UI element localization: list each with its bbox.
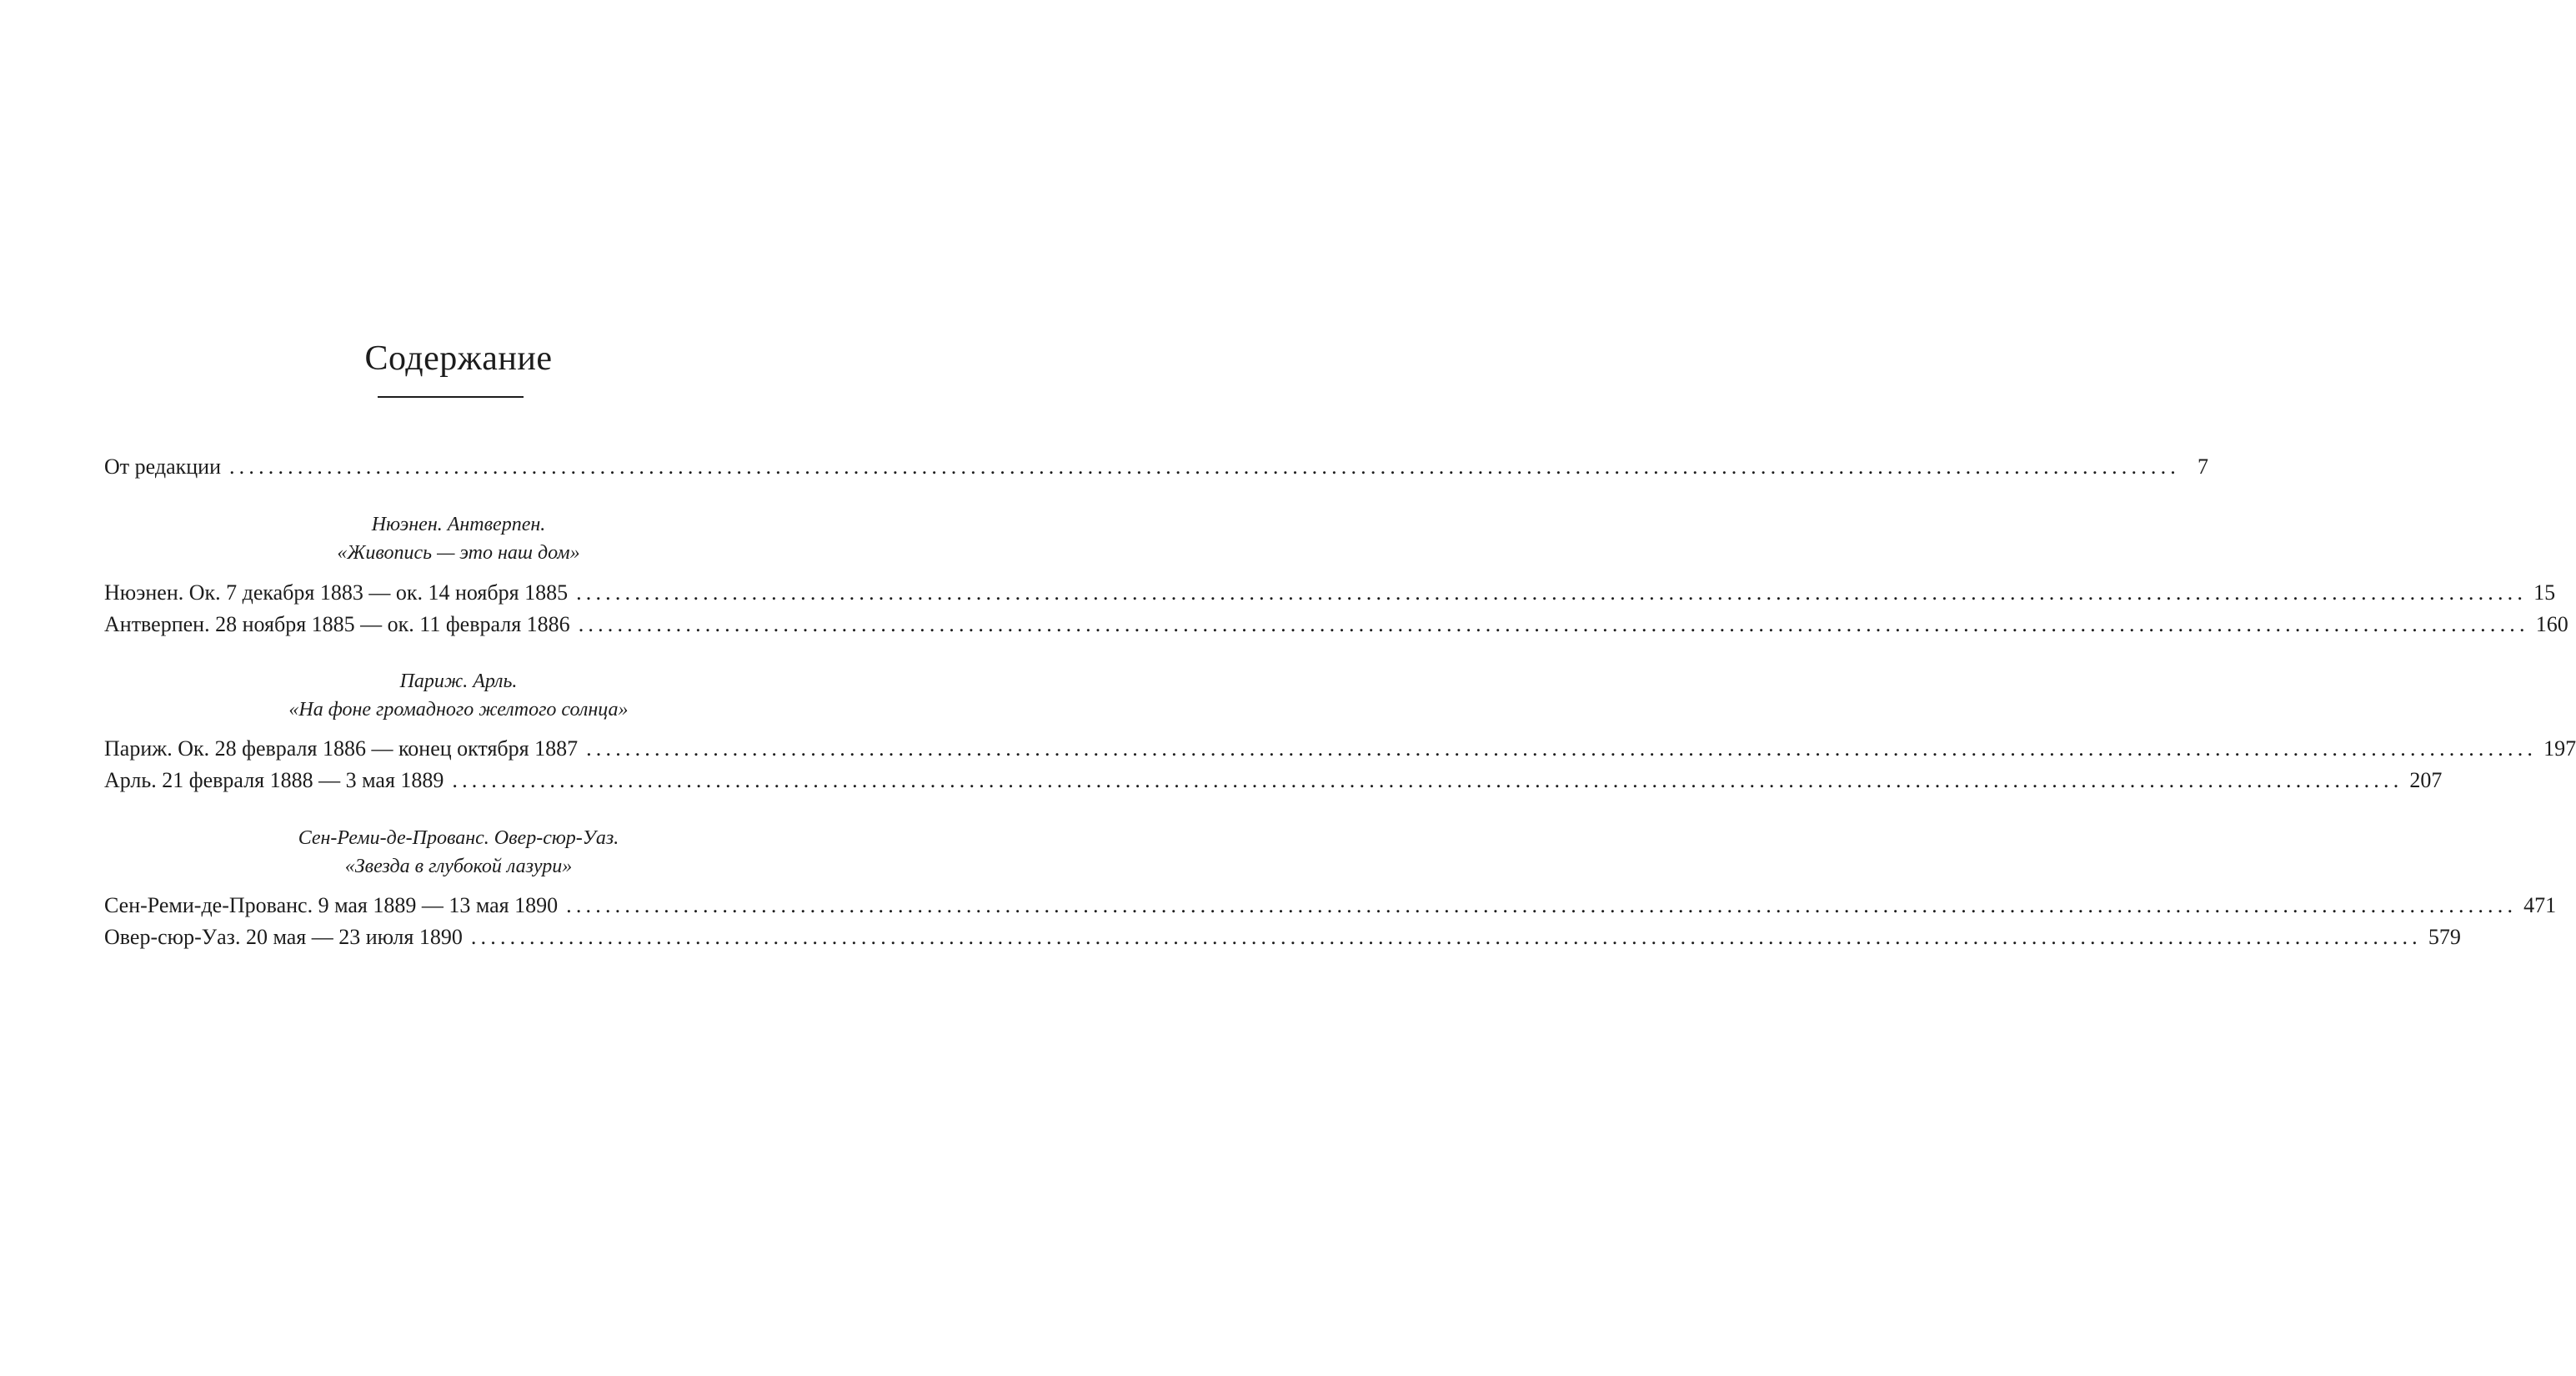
toc-entry-title: Антверпен. 28 ноября 1885 — ок. 11 февраля 1886 [104,612,570,636]
section-place: Сен-Реми-де-Прованс. Овер-сюр-Уаз. [298,827,619,849]
dot-leader: ........................................................................................................................................................................................................ [576,580,2528,605]
toc-entry-page: 7 [2197,454,2208,479]
toc-entry-title: Париж. Ок. 28 февраля 1886 — конец октября 1887 [104,736,579,761]
toc-entry[interactable] [104,766,2443,796]
section-motto: «Живопись — это наш дом» [337,542,580,564]
toc-entry-title: Сен-Реми-де-Прованс. 9 мая 1889 — 13 мая 1890 [104,893,559,917]
table-of-contents [104,0,2576,1376]
toc-entry-title: От редакции [104,454,221,479]
toc-entry[interactable] [104,734,2576,764]
section-place: Париж. Арль. [399,670,518,692]
toc-entry[interactable] [104,578,2556,608]
toc-entry-title: Арль. 21 февраля 1888 — 3 мая 1889 [104,768,444,792]
section-heading-1 [0,510,917,567]
section-motto: «На фоне громадного желтого солнца» [288,699,629,721]
toc-entry-intro[interactable] [104,452,2208,482]
toc-entry[interactable] [104,891,2557,921]
section-motto: «Звезда в глубокой лазури» [344,856,573,877]
section-heading-2 [0,667,917,724]
toc-entry-page: 197 [2543,736,2576,761]
toc-entry-title: Нюэнен. Ок. 7 декабря 1883 — ок. 14 ноября 1885 [104,580,569,605]
section-place: Нюэнен. Антверпен. [371,514,546,535]
dot-leader: ........................................................................................................................................................................................................ [578,612,2529,636]
toc-entry-page: 160 [2535,612,2568,636]
toc-entry-page: 579 [2428,925,2461,949]
toc-entry-page: 207 [2409,768,2443,792]
toc-entry-page: 15 [2533,580,2556,605]
dot-leader: ........................................................................................................................................................................................................ [470,925,2422,949]
toc-entry[interactable] [104,922,2461,952]
toc-entry[interactable] [104,610,2568,640]
dot-leader: ........................................................................................................................................................................................................ [566,893,2518,917]
dot-leader: ........................................................................................................................................................................................................ [586,736,2538,761]
page-title: Содержание [364,339,553,378]
section-heading-3 [0,824,917,881]
dot-leader: ........................................................................................................................................................................................................ [228,454,2180,479]
dot-leader: ........................................................................................................................................................................................................ [452,768,2403,792]
toc-entry-page: 471 [2523,893,2557,917]
toc-entry-title: Овер-сюр-Уаз. 20 мая — 23 июля 1890 [104,925,463,949]
